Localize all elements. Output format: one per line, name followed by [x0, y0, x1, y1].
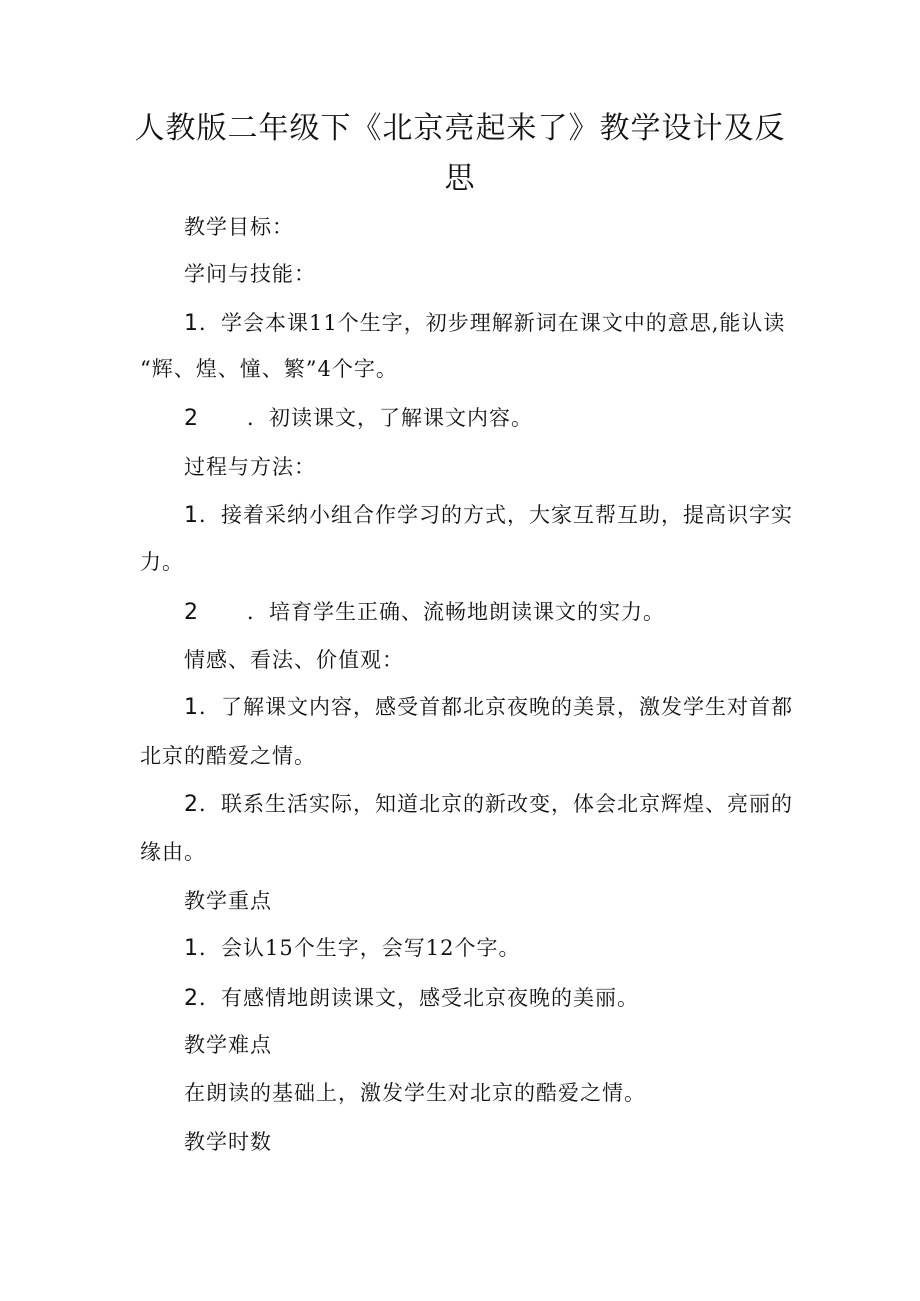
item-number: 2 [184, 406, 199, 431]
item-text: ．了解课文内容，感受首都北京夜晚的美景，激发学生对首都 [199, 695, 793, 719]
item-text: ．接着采纳小组合作学习的方式，大家互帮互助，提高识字实 [199, 503, 793, 527]
knowledge-item-2 [184, 403, 533, 434]
item-text: ．培育学生正确、流畅地朗读课文的实力。 [247, 600, 665, 624]
emotion-item-2-continued: 缘由。 [140, 840, 206, 864]
key-points-item-2 [184, 983, 639, 1014]
knowledge-skills-heading: 学问与技能： [184, 262, 316, 286]
item-number: 2 [184, 792, 199, 817]
item-text: ．会认15个生字，会写12个字。 [199, 936, 521, 960]
item-text: ．有感情地朗读课文，感受北京夜晚的美丽。 [199, 986, 639, 1010]
key-points-heading: 教学重点 [184, 889, 272, 913]
knowledge-item-1-continued: “辉、煌、憧、繁”4个字。 [140, 357, 398, 381]
item-number: 1 [184, 503, 199, 528]
emotion-values-heading: 情感、看法、价值观： [184, 648, 404, 672]
title-line-2: 思 [444, 161, 476, 196]
teaching-hours-heading: 教学时数 [184, 1130, 272, 1154]
emotion-item-1 [184, 692, 793, 723]
item-number: 1 [184, 936, 199, 961]
item-number: 2 [184, 600, 199, 625]
process-methods-heading: 过程与方法： [184, 455, 316, 479]
item-number: 2 [184, 986, 199, 1011]
knowledge-item-1 [184, 308, 785, 339]
item-number: 1 [184, 311, 199, 336]
process-item-1-continued: 力。 [140, 550, 184, 574]
emotion-item-2 [184, 789, 793, 820]
emotion-item-1-continued: 北京的酷爱之情。 [140, 744, 316, 768]
difficulties-heading: 教学难点 [184, 1033, 272, 1057]
title-line-1: 人教版二年级下《北京亮起来了》教学设计及反 [134, 111, 786, 146]
item-text: ．初读课文，了解课文内容。 [247, 406, 533, 430]
key-points-item-1 [184, 933, 520, 964]
process-item-1 [184, 500, 793, 531]
process-item-2 [184, 597, 665, 628]
document-title [130, 104, 790, 204]
item-text: ．联系生活实际，知道北京的新改变，体会北京辉煌、亮丽的 [199, 792, 793, 816]
teaching-goals-heading: 教学目标： [184, 215, 294, 239]
item-number: 1 [184, 695, 199, 720]
difficulties-text: 在朗读的基础上，激发学生对北京的酷爱之情。 [184, 1081, 646, 1105]
item-text: ．学会本课11个生字，初步理解新词在课文中的意思,能认读 [199, 311, 786, 335]
